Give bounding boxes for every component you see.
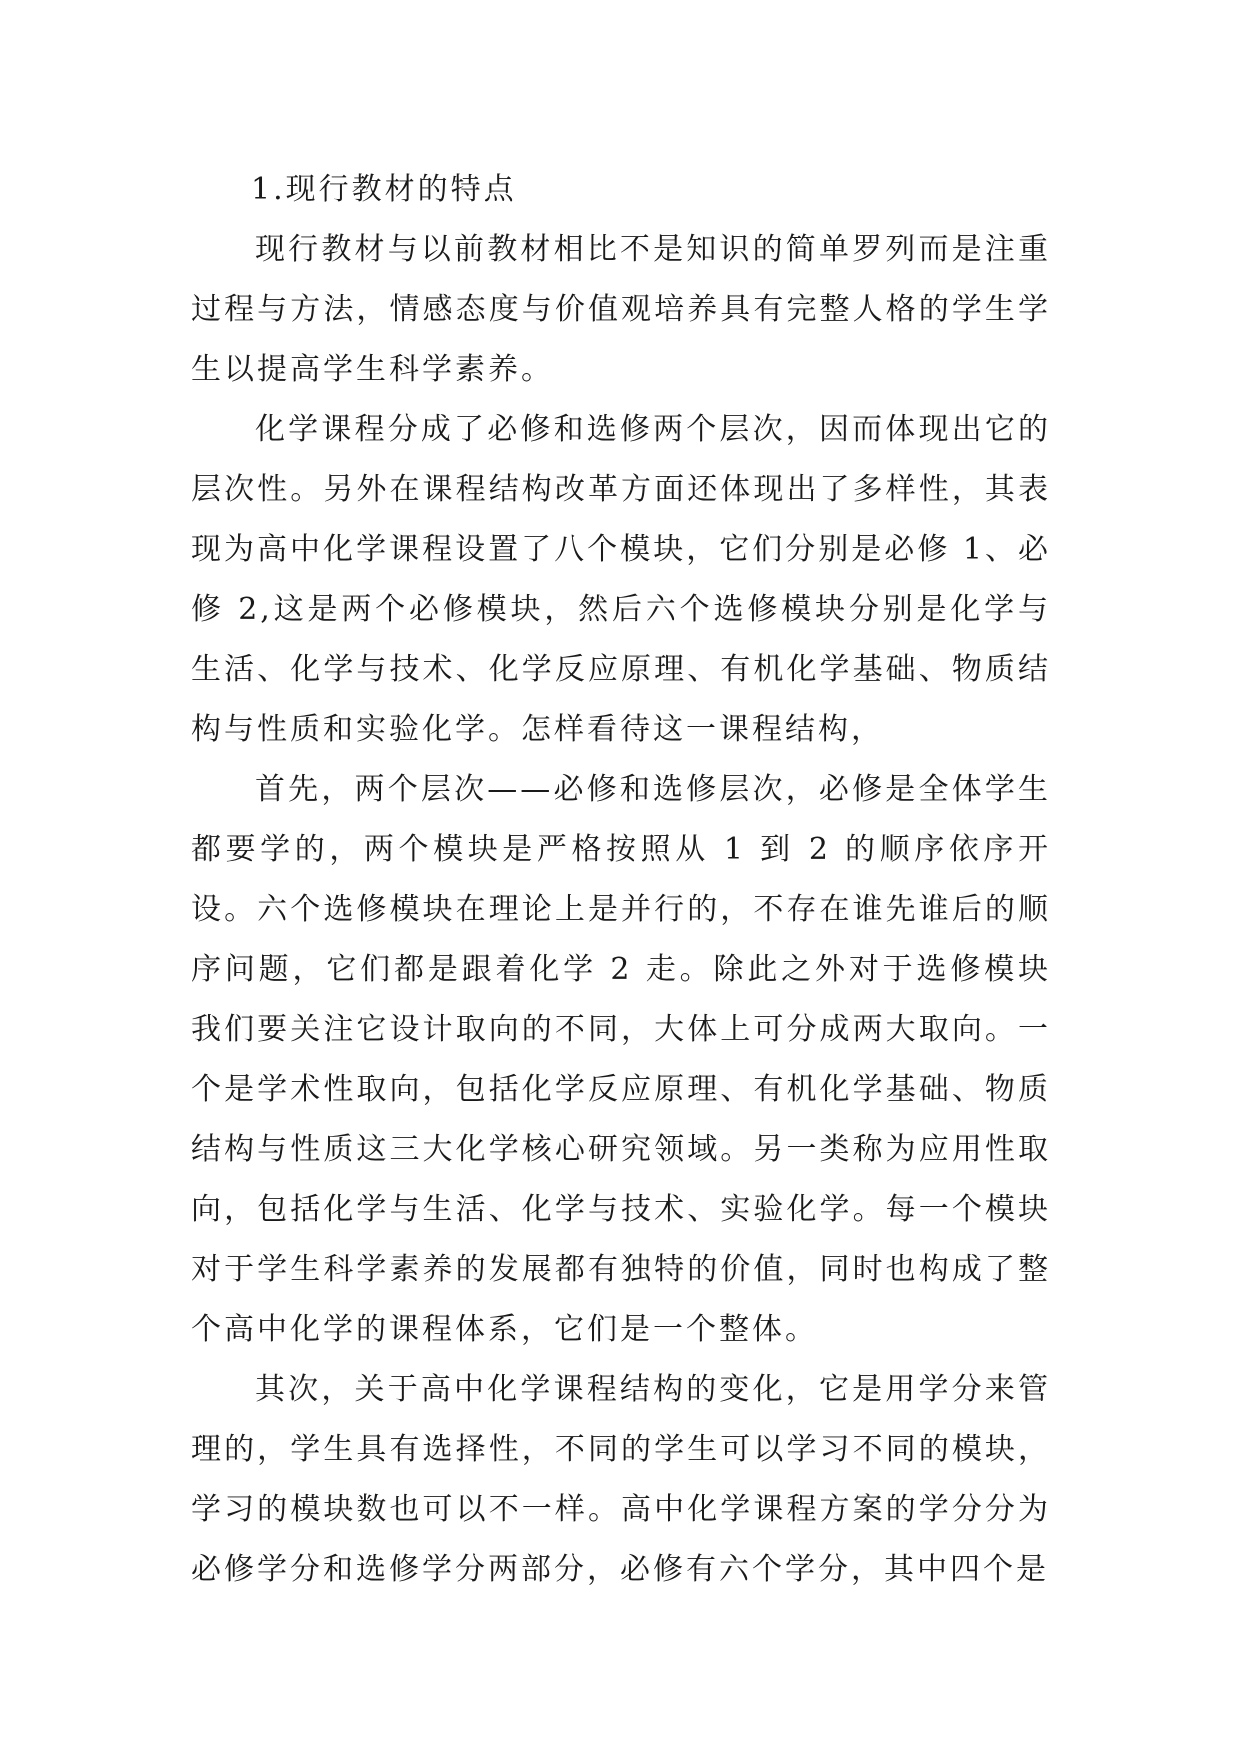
document-body	[191, 160, 1051, 1600]
paragraph: 首先，两个层次——必修和选修层次，必修是全体学生都要学的，两个模块是严格按照从 1 到 2 的顺序依序开设。六个选修模块在理论上是并行的，不存在谁先谁后的顺序问题，它们都是跟着化学 2 走。除此之外对于选修模块我们要关注它设计取向的不同，大体上可分成两大取向。一个是学术性取向，包括化学反应原理、有机化学基础、物质结构与性质这三大化学核心研究领域。另一类称为应用性取向，包括化学与生活、化学与技术、实验化学。每一个模块对于学生科学素养的发展都有独特的价值，同时也构成了整个高中化学的课程体系，它们是一个整体。	[191, 772, 1051, 1347]
paragraph: 化学课程分成了必修和选修两个层次，因而体现出它的层次性。另外在课程结构改革方面还体现出了多样性，其表现为高中化学课程设置了八个模块，它们分别是必修 1、必修 2,这是两个必修模块，然后六个选修模块分别是化学与生活、化学与技术、化学反应原理、有机化学基础、物质结构与性质和实验化学。怎样看待这一课程结构，	[191, 412, 1051, 747]
paragraph: 现行教材与以前教材相比不是知识的简单罗列而是注重过程与方法，情感态度与价值观培养具有完整人格的学生学生以提高学生科学素养。	[191, 232, 1051, 387]
section-heading: 1.现行教材的特点	[251, 172, 517, 207]
paragraph: 其次，关于高中化学课程结构的变化，它是用学分来管理的，学生具有选择性，不同的学生可以学习不同的模块，学习的模块数也可以不一样。高中化学课程方案的学分分为必修学分和选修学分两部分，必修有六个学分，其中四个是	[191, 1372, 1051, 1587]
